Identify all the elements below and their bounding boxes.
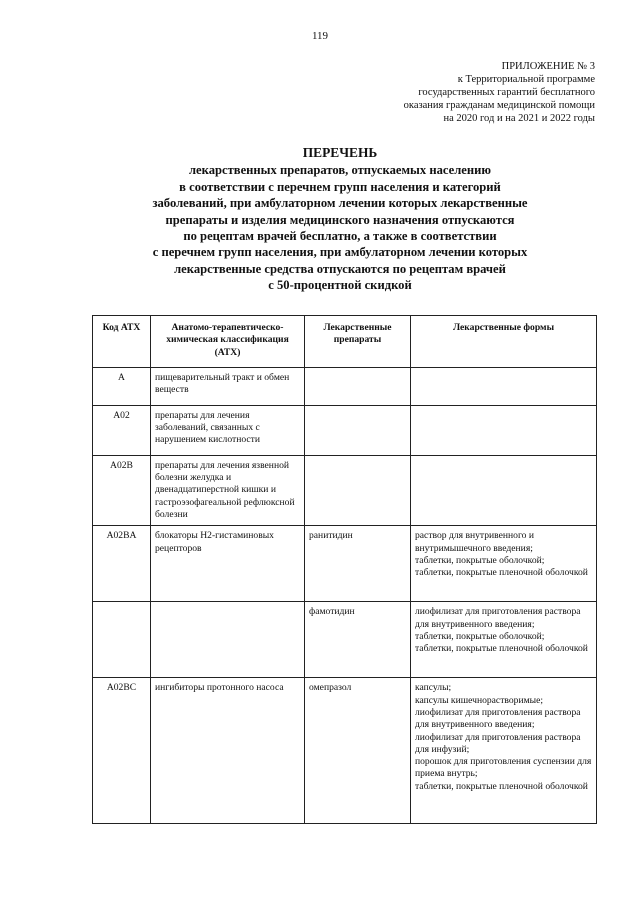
cell-atx-code: A02BA <box>93 526 151 602</box>
dosage-form-item: лиофилизат для приготовления раствора для внутривенного введения; <box>415 706 581 731</box>
dosage-form-item: таблетки, покрытые пленочной оболочкой <box>415 567 588 579</box>
heading-line: по рецептам врачей бесплатно, а также в соответствии <box>183 229 497 244</box>
appendix-line: на 2020 год и на 2021 и 2022 годы <box>443 113 595 124</box>
cell-drug-name: ранитидин <box>305 526 411 602</box>
dosage-form-item: капсулы кишечнорастворимые; <box>415 694 544 706</box>
heading-line: в соответствии с перечнем групп населения и категорий <box>179 179 501 194</box>
cell-dosage-forms <box>411 367 597 405</box>
cell-dosage-forms <box>411 526 597 602</box>
cell-drug-name <box>305 367 411 405</box>
table-row <box>93 405 597 455</box>
table-row <box>93 526 597 602</box>
cell-atx-class: препараты для лечения язвенной болезни желудка и двенадцатиперстной кишки и гастроэзофагеальной рефлюксной болезни <box>151 455 305 525</box>
cell-dosage-forms <box>411 455 597 525</box>
heading-line: с перечнем групп населения, при амбулаторном лечении которых <box>152 245 528 260</box>
cell-dosage-forms <box>411 678 597 824</box>
dosage-form-item: раствор для внутривенного и внутримышечного введения; <box>415 530 534 554</box>
heading-title: ПЕРЕЧЕНЬ <box>302 145 378 160</box>
cell-atx-class: пищеварительный тракт и обмен веществ <box>151 367 305 405</box>
appendix-block <box>404 60 595 125</box>
dosage-form-item: таблетки, покрытые пленочной оболочкой <box>415 780 588 792</box>
cell-atx-code: A02BC <box>93 678 151 824</box>
cell-atx-class: препараты для лечения заболеваний, связанных с нарушением кислотности <box>151 405 305 455</box>
cell-dosage-forms <box>411 405 597 455</box>
cell-atx-class: блокаторы Н2-гистаминовых рецепторов <box>151 526 305 602</box>
page-number: 119 <box>311 30 329 42</box>
cell-dosage-forms <box>411 602 597 678</box>
cell-atx-code <box>93 602 151 678</box>
dosage-form-item: таблетки, покрытые оболочкой; <box>415 630 545 642</box>
cell-atx-code: A02 <box>93 405 151 455</box>
dosage-form-item: порошок для приготовления суспензии для приема внутрь; <box>415 756 592 780</box>
table-row <box>93 367 597 405</box>
cell-atx-class <box>151 602 305 678</box>
cell-drug-name <box>305 405 411 455</box>
header-atx: Анатомо-терапевтическо-химическая классификация (АТХ) <box>151 316 305 368</box>
table-row <box>93 455 597 525</box>
cell-drug-name <box>305 455 411 525</box>
dosage-form-item: таблетки, покрытые пленочной оболочкой <box>415 643 588 655</box>
document-heading <box>70 145 610 294</box>
appendix-line: оказания гражданам медицинской помощи <box>403 100 595 111</box>
table-row <box>93 602 597 678</box>
header-code: Код АТХ <box>93 316 151 368</box>
cell-drug-name: омепразол <box>305 678 411 824</box>
heading-line: лекарственных препаратов, отпускаемых населению <box>188 163 491 178</box>
appendix-line: ПРИЛОЖЕНИЕ № 3 <box>501 61 595 72</box>
appendix-line: государственных гарантий бесплатного <box>418 87 595 98</box>
cell-atx-class: ингибиторы протонного насоса <box>151 678 305 824</box>
header-forms: Лекарственные формы <box>411 316 597 368</box>
heading-line: лекарственные средства отпускаются по рецептам врачей <box>174 261 506 276</box>
heading-line: препараты и изделия медицинского назначения отпускаются <box>165 212 515 227</box>
table-row <box>93 678 597 824</box>
cell-atx-code: A02B <box>93 455 151 525</box>
table-header-row <box>93 316 597 368</box>
heading-line: заболеваний, при амбулаторном лечении которых лекарственные <box>152 196 528 211</box>
dosage-form-item: таблетки, покрытые оболочкой; <box>415 554 545 566</box>
appendix-line: к Территориальной программе <box>457 74 595 85</box>
drug-list-table <box>92 315 597 824</box>
dosage-form-item: лиофилизат для приготовления раствора для внутривенного введения; <box>415 606 581 630</box>
cell-atx-code: A <box>93 367 151 405</box>
heading-line: с 50-процентной скидкой <box>268 278 412 293</box>
cell-drug-name: фамотидин <box>305 602 411 678</box>
header-drugs: Лекарственные препараты <box>305 316 411 368</box>
dosage-form-item: капсулы; <box>415 682 452 694</box>
dosage-form-item: лиофилизат для приготовления раствора для инфузий; <box>415 731 581 755</box>
